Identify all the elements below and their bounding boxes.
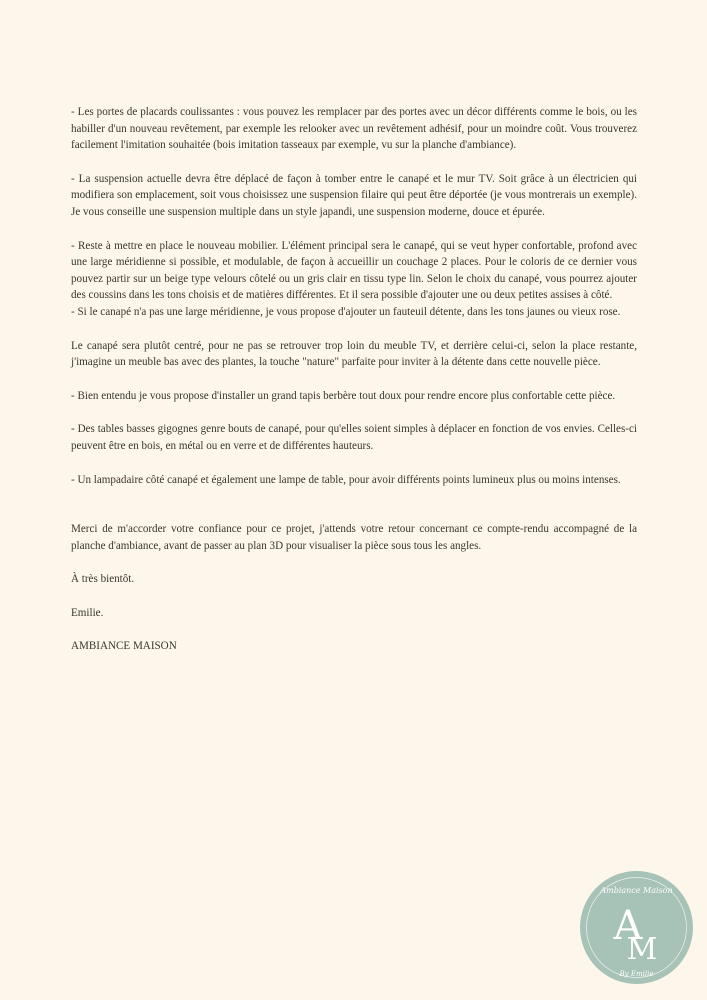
paragraph-lampadaire: - Un lampadaire côté canapé et également une lampe de table, pour avoir différents points lumineux plus ou moins intenses. [71,473,621,486]
paragraph-suspension: - La suspension actuelle devra être déplacé de façon à tomber entre le canapé et le mur TV. Soit grâce à un électricien qui modifiera son emplacement, soit vous choisissez une suspension filaire qui peut être déportée (je vous montrerais un exemple). Je vous conseille une suspension multiple dans un style japandi, une suspension moderne, douce et épurée. [71,172,637,218]
logo-bottom-text: By Emilie [619,970,654,978]
logo-top-text: Ambiance Maison [600,886,673,895]
paragraph-placards: - Les portes de placards coulissantes : vous pouvez les remplacer par des portes avec un décor différents comme le bois, ou les habiller d'un nouveau revêtement, par exemple les relooker avec un revêtement adhésif, pour un moindre coût. Vous trouverez facilement l'imitation souhaitée (bois imitation tasseaux par exemple, vu sur la planche d'ambiance). [71,106,637,152]
paragraph-fauteuil: - Si le canapé n'a pas une large méridienne, je vous propose d'ajouter un fauteuil détente, dans les tons jaunes ou vieux rose. [71,305,621,318]
closing-line: À très bientôt. [71,573,135,586]
logo-graphic [580,871,693,984]
letter-body [71,104,637,655]
paragraph-mobilier: - Reste à mettre en place le nouveau mobilier. L'élément principal sera le canapé, qui se veut hyper confortable, profond avec une large méridienne si possible, et modulable, de façon à accueillir un couchage 2 places. Pour le coloris de ce dernier vous pouvez partir sur un beige type velours côtelé ou un gris clair en tissu type lin. Selon le choix du canapé, vous pourrez ajouter des coussins dans les tons choisis et de matières différentes. Et il sera possible d'ajouter une ou deux petites assises à côté. [71,239,637,302]
signature-name: Emilie. [71,606,104,619]
paragraph-tapis: - Bien entendu je vous propose d'installer un grand tapis berbère tout doux pour rendre encore plus confortable cette pièce. [71,389,616,402]
signature-company: AMBIANCE MAISON [71,640,177,653]
logo-monogram-a: A [613,903,643,949]
paragraph-tables: - Des tables basses gigognes genre bouts de canapé, pour qu'elles soient simples à déplacer en fonction de vos envies. Celles-ci peuvent être en bois, en métal ou en verre et de différentes hauteurs. [71,423,637,452]
ambiance-maison-logo [580,871,693,984]
logo-monogram-m: M [626,932,658,967]
paragraph-merci: Merci de m'accorder votre confiance pour ce projet, j'attends votre retour concernant ce compte-rendu accompagné de la planche d'ambiance, avant de passer au plan 3D pour visualiser la pièce sous tous les angles. [71,523,637,552]
paragraph-centre: Le canapé sera plutôt centré, pour ne pas se retrouver trop loin du meuble TV, et derrière celui-ci, selon la place restante, j'imagine un meuble bas avec des plantes, la touche "nature" parfaite pour inviter à la détente dans cette nouvelle pièce. [71,339,637,369]
